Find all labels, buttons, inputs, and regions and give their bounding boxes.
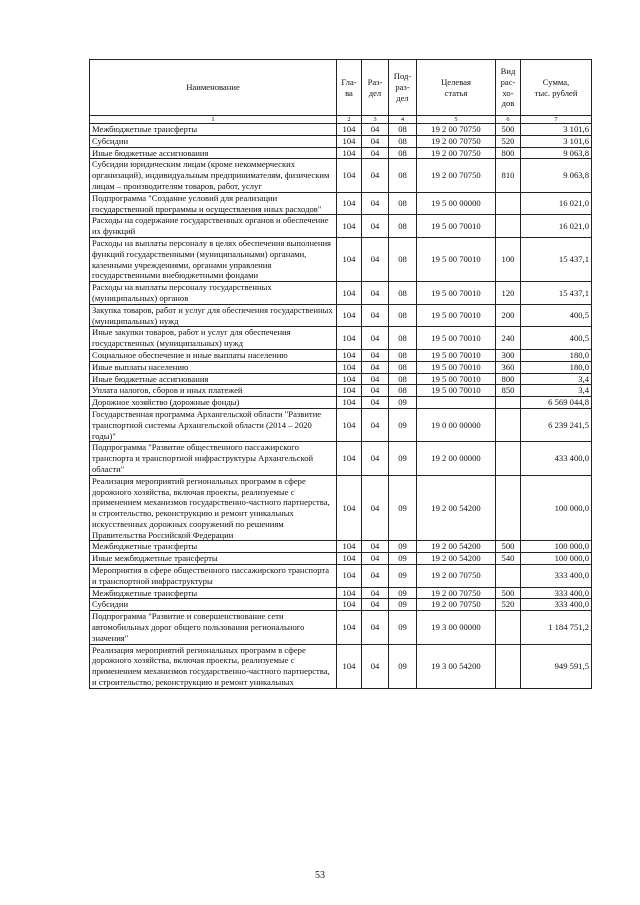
header-row bbox=[90, 60, 592, 116]
budget-table bbox=[89, 59, 592, 689]
row-sum: 180,0 bbox=[521, 361, 592, 373]
row-podrazdel: 08 bbox=[389, 373, 417, 385]
row-name: Расходы на содержание государственных органов и обеспечение их функций bbox=[90, 215, 337, 238]
row-podrazdel: 09 bbox=[389, 587, 417, 599]
table-row bbox=[90, 385, 592, 397]
row-podrazdel: 09 bbox=[389, 611, 417, 644]
row-target: 19 2 00 00000 bbox=[417, 442, 496, 475]
table-row bbox=[90, 442, 592, 475]
row-vid bbox=[496, 408, 521, 441]
row-podrazdel: 08 bbox=[389, 349, 417, 361]
row-sum: 16 021,0 bbox=[521, 192, 592, 215]
row-target: 19 5 00 70010 bbox=[417, 349, 496, 361]
row-vid bbox=[496, 442, 521, 475]
row-glava: 104 bbox=[337, 553, 362, 565]
row-glava: 104 bbox=[337, 124, 362, 136]
row-vid bbox=[496, 644, 521, 688]
column-number-row bbox=[90, 116, 592, 124]
row-razdel: 04 bbox=[362, 541, 389, 553]
row-sum: 100 000,0 bbox=[521, 541, 592, 553]
col-header-name: Наименование bbox=[90, 60, 337, 116]
row-vid bbox=[496, 192, 521, 215]
row-glava: 104 bbox=[337, 215, 362, 238]
row-podrazdel: 08 bbox=[389, 147, 417, 159]
table-row bbox=[90, 349, 592, 361]
row-razdel: 04 bbox=[362, 565, 389, 588]
row-sum: 15 437,1 bbox=[521, 237, 592, 281]
col-header-target: Целевая статья bbox=[417, 60, 496, 116]
row-name: Субсидии bbox=[90, 135, 337, 147]
row-razdel: 04 bbox=[362, 587, 389, 599]
row-vid bbox=[496, 475, 521, 541]
row-podrazdel: 08 bbox=[389, 237, 417, 281]
row-target: 19 2 00 70750 bbox=[417, 587, 496, 599]
row-name: Реализация мероприятий региональных программ в сфере дорожного хозяйства, включая проекты, реализуемые с применением механизмов государственно-частного партнерства, и строительство, реконструкцию и ремонт уникальных искусственных дорожных сооружений по решениям Правительства Российской Федерации bbox=[90, 475, 337, 541]
row-target: 19 5 00 70010 bbox=[417, 237, 496, 281]
row-sum: 16 021,0 bbox=[521, 215, 592, 238]
row-glava: 104 bbox=[337, 361, 362, 373]
row-razdel: 04 bbox=[362, 237, 389, 281]
row-name: Межбюджетные трансферты bbox=[90, 587, 337, 599]
row-vid: 810 bbox=[496, 159, 521, 192]
row-sum: 3,4 bbox=[521, 385, 592, 397]
row-razdel: 04 bbox=[362, 304, 389, 327]
row-name: Государственная программа Архангельской области "Развитие транспортной системы Архангельской области (2014 – 2020 годы)" bbox=[90, 408, 337, 441]
row-sum: 6 239 241,5 bbox=[521, 408, 592, 441]
row-razdel: 04 bbox=[362, 327, 389, 350]
row-razdel: 04 bbox=[362, 215, 389, 238]
row-razdel: 04 bbox=[362, 599, 389, 611]
table-row bbox=[90, 147, 592, 159]
row-vid: 100 bbox=[496, 237, 521, 281]
row-target: 19 3 00 54200 bbox=[417, 644, 496, 688]
row-razdel: 04 bbox=[362, 135, 389, 147]
row-glava: 104 bbox=[337, 159, 362, 192]
row-razdel: 04 bbox=[362, 147, 389, 159]
table-row bbox=[90, 541, 592, 553]
row-name: Мероприятия в сфере общественного пассажирского транспорта и транспортной инфраструктуры bbox=[90, 565, 337, 588]
row-glava: 104 bbox=[337, 644, 362, 688]
row-vid: 520 bbox=[496, 135, 521, 147]
row-sum: 3 101,6 bbox=[521, 124, 592, 136]
row-razdel: 04 bbox=[362, 361, 389, 373]
table-row bbox=[90, 215, 592, 238]
row-name: Подпрограмма "Развитие общественного пассажирского транспорта и транспортной инфраструктуры Архангельской области" bbox=[90, 442, 337, 475]
row-target: 19 2 00 54200 bbox=[417, 553, 496, 565]
table-row bbox=[90, 159, 592, 192]
col-number: 7 bbox=[521, 116, 592, 124]
row-sum: 3 101,6 bbox=[521, 135, 592, 147]
row-podrazdel: 09 bbox=[389, 397, 417, 409]
row-name: Расходы на выплаты персоналу в целях обеспечения выполнения функций государственными (муниципальными) органами, казенными учреждениями, органами управления государственными внебюджетными фондами bbox=[90, 237, 337, 281]
row-razdel: 04 bbox=[362, 349, 389, 361]
row-razdel: 04 bbox=[362, 397, 389, 409]
row-target: 19 5 00 70010 bbox=[417, 282, 496, 305]
row-sum: 400,5 bbox=[521, 304, 592, 327]
row-name: Межбюджетные трансферты bbox=[90, 541, 337, 553]
row-glava: 104 bbox=[337, 327, 362, 350]
row-glava: 104 bbox=[337, 587, 362, 599]
row-vid bbox=[496, 397, 521, 409]
col-header-vid: Вид рас- хо- дов bbox=[496, 60, 521, 116]
row-sum: 400,5 bbox=[521, 327, 592, 350]
table-row bbox=[90, 237, 592, 281]
row-glava: 104 bbox=[337, 442, 362, 475]
row-vid: 300 bbox=[496, 349, 521, 361]
row-razdel: 04 bbox=[362, 611, 389, 644]
table-row bbox=[90, 135, 592, 147]
row-sum: 100 000,0 bbox=[521, 475, 592, 541]
row-podrazdel: 08 bbox=[389, 304, 417, 327]
row-name: Подпрограмма "Создание условий для реализации государственной программы и осуществления иных расходов" bbox=[90, 192, 337, 215]
row-target: 19 5 00 70010 bbox=[417, 373, 496, 385]
row-target bbox=[417, 397, 496, 409]
col-number: 2 bbox=[337, 116, 362, 124]
row-razdel: 04 bbox=[362, 124, 389, 136]
row-razdel: 04 bbox=[362, 408, 389, 441]
table-row bbox=[90, 599, 592, 611]
row-sum: 9 063,8 bbox=[521, 159, 592, 192]
table-row bbox=[90, 304, 592, 327]
row-name: Иные выплаты населению bbox=[90, 361, 337, 373]
row-vid: 240 bbox=[496, 327, 521, 350]
row-sum: 333 400,0 bbox=[521, 587, 592, 599]
row-razdel: 04 bbox=[362, 475, 389, 541]
row-vid: 520 bbox=[496, 599, 521, 611]
row-target: 19 2 00 70750 bbox=[417, 159, 496, 192]
row-podrazdel: 09 bbox=[389, 553, 417, 565]
row-podrazdel: 08 bbox=[389, 385, 417, 397]
row-sum: 9 063,8 bbox=[521, 147, 592, 159]
row-name: Иные бюджетные ассигнования bbox=[90, 147, 337, 159]
row-podrazdel: 08 bbox=[389, 192, 417, 215]
row-target: 19 5 00 70010 bbox=[417, 304, 496, 327]
col-number: 6 bbox=[496, 116, 521, 124]
row-glava: 104 bbox=[337, 282, 362, 305]
table-row bbox=[90, 282, 592, 305]
row-razdel: 04 bbox=[362, 644, 389, 688]
row-vid: 200 bbox=[496, 304, 521, 327]
row-glava: 104 bbox=[337, 611, 362, 644]
row-glava: 104 bbox=[337, 192, 362, 215]
table-row bbox=[90, 408, 592, 441]
row-glava: 104 bbox=[337, 565, 362, 588]
row-target: 19 5 00 70010 bbox=[417, 327, 496, 350]
row-name: Иные межбюджетные трансферты bbox=[90, 553, 337, 565]
row-name: Уплата налогов, сборов и иных платежей bbox=[90, 385, 337, 397]
row-glava: 104 bbox=[337, 237, 362, 281]
row-podrazdel: 09 bbox=[389, 442, 417, 475]
row-vid: 500 bbox=[496, 124, 521, 136]
row-vid: 500 bbox=[496, 541, 521, 553]
table-row bbox=[90, 361, 592, 373]
row-glava: 104 bbox=[337, 408, 362, 441]
row-podrazdel: 08 bbox=[389, 124, 417, 136]
page-number: 53 bbox=[315, 870, 325, 881]
table-row bbox=[90, 192, 592, 215]
row-vid: 540 bbox=[496, 553, 521, 565]
row-sum: 6 569 044,8 bbox=[521, 397, 592, 409]
row-target: 19 2 00 54200 bbox=[417, 541, 496, 553]
row-vid: 850 bbox=[496, 385, 521, 397]
row-glava: 104 bbox=[337, 475, 362, 541]
row-sum: 180,0 bbox=[521, 349, 592, 361]
table-row bbox=[90, 124, 592, 136]
row-podrazdel: 09 bbox=[389, 475, 417, 541]
table-row bbox=[90, 611, 592, 644]
row-name: Субсидии юридическим лицам (кроме некоммерческих организаций), индивидуальным предпринимателям, физическим лицам – производителям товаров, работ, услуг bbox=[90, 159, 337, 192]
row-vid bbox=[496, 215, 521, 238]
row-name: Иные бюджетные ассигнования bbox=[90, 373, 337, 385]
col-number: 4 bbox=[389, 116, 417, 124]
table-row bbox=[90, 644, 592, 688]
row-podrazdel: 08 bbox=[389, 215, 417, 238]
table-row bbox=[90, 553, 592, 565]
row-target: 19 0 00 00000 bbox=[417, 408, 496, 441]
row-name: Иные закупки товаров, работ и услуг для обеспечения государственных (муниципальных) нужд bbox=[90, 327, 337, 350]
row-name: Реализация мероприятий региональных программ в сфере дорожного хозяйства, включая проекты, реализуемые с применением механизмов государственно-частного партнерства, и строительство, реконструкцию и ремонт уникальных bbox=[90, 644, 337, 688]
row-name: Социальное обеспечение и иные выплаты населению bbox=[90, 349, 337, 361]
row-glava: 104 bbox=[337, 147, 362, 159]
row-name: Дорожное хозяйство (дорожные фонды) bbox=[90, 397, 337, 409]
row-target: 19 5 00 70010 bbox=[417, 361, 496, 373]
row-sum: 15 437,1 bbox=[521, 282, 592, 305]
row-razdel: 04 bbox=[362, 282, 389, 305]
row-glava: 104 bbox=[337, 599, 362, 611]
row-vid: 120 bbox=[496, 282, 521, 305]
row-podrazdel: 08 bbox=[389, 135, 417, 147]
row-vid: 800 bbox=[496, 147, 521, 159]
row-vid bbox=[496, 611, 521, 644]
table-row bbox=[90, 373, 592, 385]
row-razdel: 04 bbox=[362, 385, 389, 397]
row-sum: 433 400,0 bbox=[521, 442, 592, 475]
row-razdel: 04 bbox=[362, 553, 389, 565]
row-name: Расходы на выплаты персоналу государственных (муниципальных) органов bbox=[90, 282, 337, 305]
row-glava: 104 bbox=[337, 385, 362, 397]
row-podrazdel: 08 bbox=[389, 361, 417, 373]
table-row bbox=[90, 397, 592, 409]
row-vid: 800 bbox=[496, 373, 521, 385]
row-glava: 104 bbox=[337, 135, 362, 147]
row-name: Закупка товаров, работ и услуг для обеспечения государственных (муниципальных) нужд bbox=[90, 304, 337, 327]
row-sum: 3,4 bbox=[521, 373, 592, 385]
row-sum: 1 184 751,2 bbox=[521, 611, 592, 644]
row-target: 19 2 00 70750 bbox=[417, 147, 496, 159]
row-razdel: 04 bbox=[362, 442, 389, 475]
col-header-sum: Сумма, тыс. рублей bbox=[521, 60, 592, 116]
row-glava: 104 bbox=[337, 373, 362, 385]
row-name: Межбюджетные трансферты bbox=[90, 124, 337, 136]
col-header-glava: Гла- ва bbox=[337, 60, 362, 116]
row-podrazdel: 09 bbox=[389, 644, 417, 688]
row-target: 19 2 00 54200 bbox=[417, 475, 496, 541]
col-header-razdel: Раз- дел bbox=[362, 60, 389, 116]
row-target: 19 5 00 00000 bbox=[417, 192, 496, 215]
row-target: 19 2 00 70750 bbox=[417, 135, 496, 147]
table-row bbox=[90, 565, 592, 588]
row-target: 19 2 00 70750 bbox=[417, 124, 496, 136]
row-podrazdel: 09 bbox=[389, 565, 417, 588]
col-number: 5 bbox=[417, 116, 496, 124]
row-sum: 333 400,0 bbox=[521, 599, 592, 611]
table-body bbox=[90, 124, 592, 689]
row-vid: 500 bbox=[496, 587, 521, 599]
row-name: Субсидии bbox=[90, 599, 337, 611]
row-target: 19 5 00 70010 bbox=[417, 215, 496, 238]
row-sum: 333 400,0 bbox=[521, 565, 592, 588]
row-target: 19 3 00 00000 bbox=[417, 611, 496, 644]
row-target: 19 2 00 70750 bbox=[417, 599, 496, 611]
row-podrazdel: 08 bbox=[389, 282, 417, 305]
row-razdel: 04 bbox=[362, 373, 389, 385]
row-vid: 360 bbox=[496, 361, 521, 373]
row-razdel: 04 bbox=[362, 159, 389, 192]
row-name: Подпрограмма "Развитие и совершенствование сети автомобильных дорог общего пользования регионального значения" bbox=[90, 611, 337, 644]
row-target: 19 5 00 70010 bbox=[417, 385, 496, 397]
row-sum: 949 591,5 bbox=[521, 644, 592, 688]
row-podrazdel: 08 bbox=[389, 327, 417, 350]
table-row bbox=[90, 475, 592, 541]
row-glava: 104 bbox=[337, 349, 362, 361]
row-glava: 104 bbox=[337, 304, 362, 327]
table-row bbox=[90, 327, 592, 350]
table-row bbox=[90, 587, 592, 599]
row-podrazdel: 09 bbox=[389, 408, 417, 441]
row-target: 19 2 00 70750 bbox=[417, 565, 496, 588]
row-razdel: 04 bbox=[362, 192, 389, 215]
row-glava: 104 bbox=[337, 541, 362, 553]
col-number: 3 bbox=[362, 116, 389, 124]
row-glava: 104 bbox=[337, 397, 362, 409]
row-vid bbox=[496, 565, 521, 588]
row-podrazdel: 08 bbox=[389, 159, 417, 192]
row-sum: 100 000,0 bbox=[521, 553, 592, 565]
col-header-podrazdel: Под- раз- дел bbox=[389, 60, 417, 116]
row-podrazdel: 09 bbox=[389, 541, 417, 553]
col-number: 1 bbox=[90, 116, 337, 124]
row-podrazdel: 09 bbox=[389, 599, 417, 611]
